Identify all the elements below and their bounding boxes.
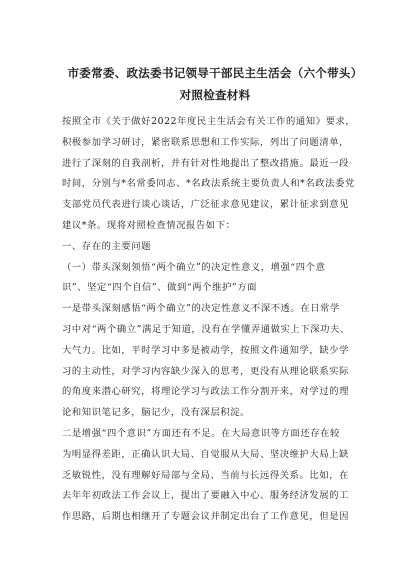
body-line: 论和知识笔记多，脑记少，没有深层积淀。 [62, 407, 251, 419]
body-line: 进行了深刻的自我剖析，并有针对性地提出了整改措施。最近一段 [62, 157, 350, 169]
section-heading: 一、存在的主要问题 [62, 240, 152, 252]
body-line: 一是带头深刻感悟“两个确立”的决定性意义不深不透。在日常学 [62, 303, 340, 315]
body-line: 建议*条。现将对照检查情况报告如下： [62, 219, 236, 231]
body-line: 二是增强“四个意识”方面还有不足。在大局意识等方面还存在较 [62, 427, 340, 439]
body-line: 按照全市《关于做好2022年度民主生活会有关工作的通知》要求， [62, 116, 356, 127]
body-line: 的角度来潜心研究，将理论学习与政法工作分割开来，对学过的理 [62, 386, 350, 398]
body-line: 积极参加学习研讨，紧密联系思想和工作实际，列出了问题清单， [62, 136, 350, 148]
body-line: 习的主动性，对学习内容缺少深入的思考，更没有从理论联系实际 [62, 365, 350, 377]
body-line: 支部党员代表进行谈心谈话，广泛征求意见建议，累计征求到意见 [62, 199, 350, 211]
body-line: 作思路，后期也相继开了专题会议并制定出台了工作意见，但是因 [62, 511, 350, 523]
body-line: 习中对“两个确立”满足于知道，没有在学懂弄通做实上下深功夫、 [62, 323, 350, 335]
document-subtitle: 对照检查材料 [179, 88, 251, 102]
body-line: 乏敏锐性，没有理解好局部与全局、当前与长远得关系。比如，在 [62, 469, 350, 481]
subsection-heading: （一）带头深刻领悟“两个确立”的决定性意义，增强“四个意 [62, 261, 326, 273]
subsection-heading: 识”、坚定“四个自信”、做到“两个维护”方面 [62, 282, 258, 294]
body-line: 大气力。比如，平时学习中多是被动学，按照文件通知学，缺少学 [62, 344, 350, 356]
body-line: 时间，分别与*名常委同志、*名政法系统主要负责人和*名政法委党 [62, 178, 355, 190]
document-title: 市委常委、政法委书记领导干部民主生活会（六个带头） [67, 66, 363, 80]
body-line: 去年年初政法工作会议上，提出了要融入中心、服务经济发展的工 [62, 490, 350, 502]
body-line: 为明显得差距，正确认识大局、自觉服从大局、坚决维护大局上缺 [62, 448, 350, 460]
document-body [62, 112, 368, 528]
